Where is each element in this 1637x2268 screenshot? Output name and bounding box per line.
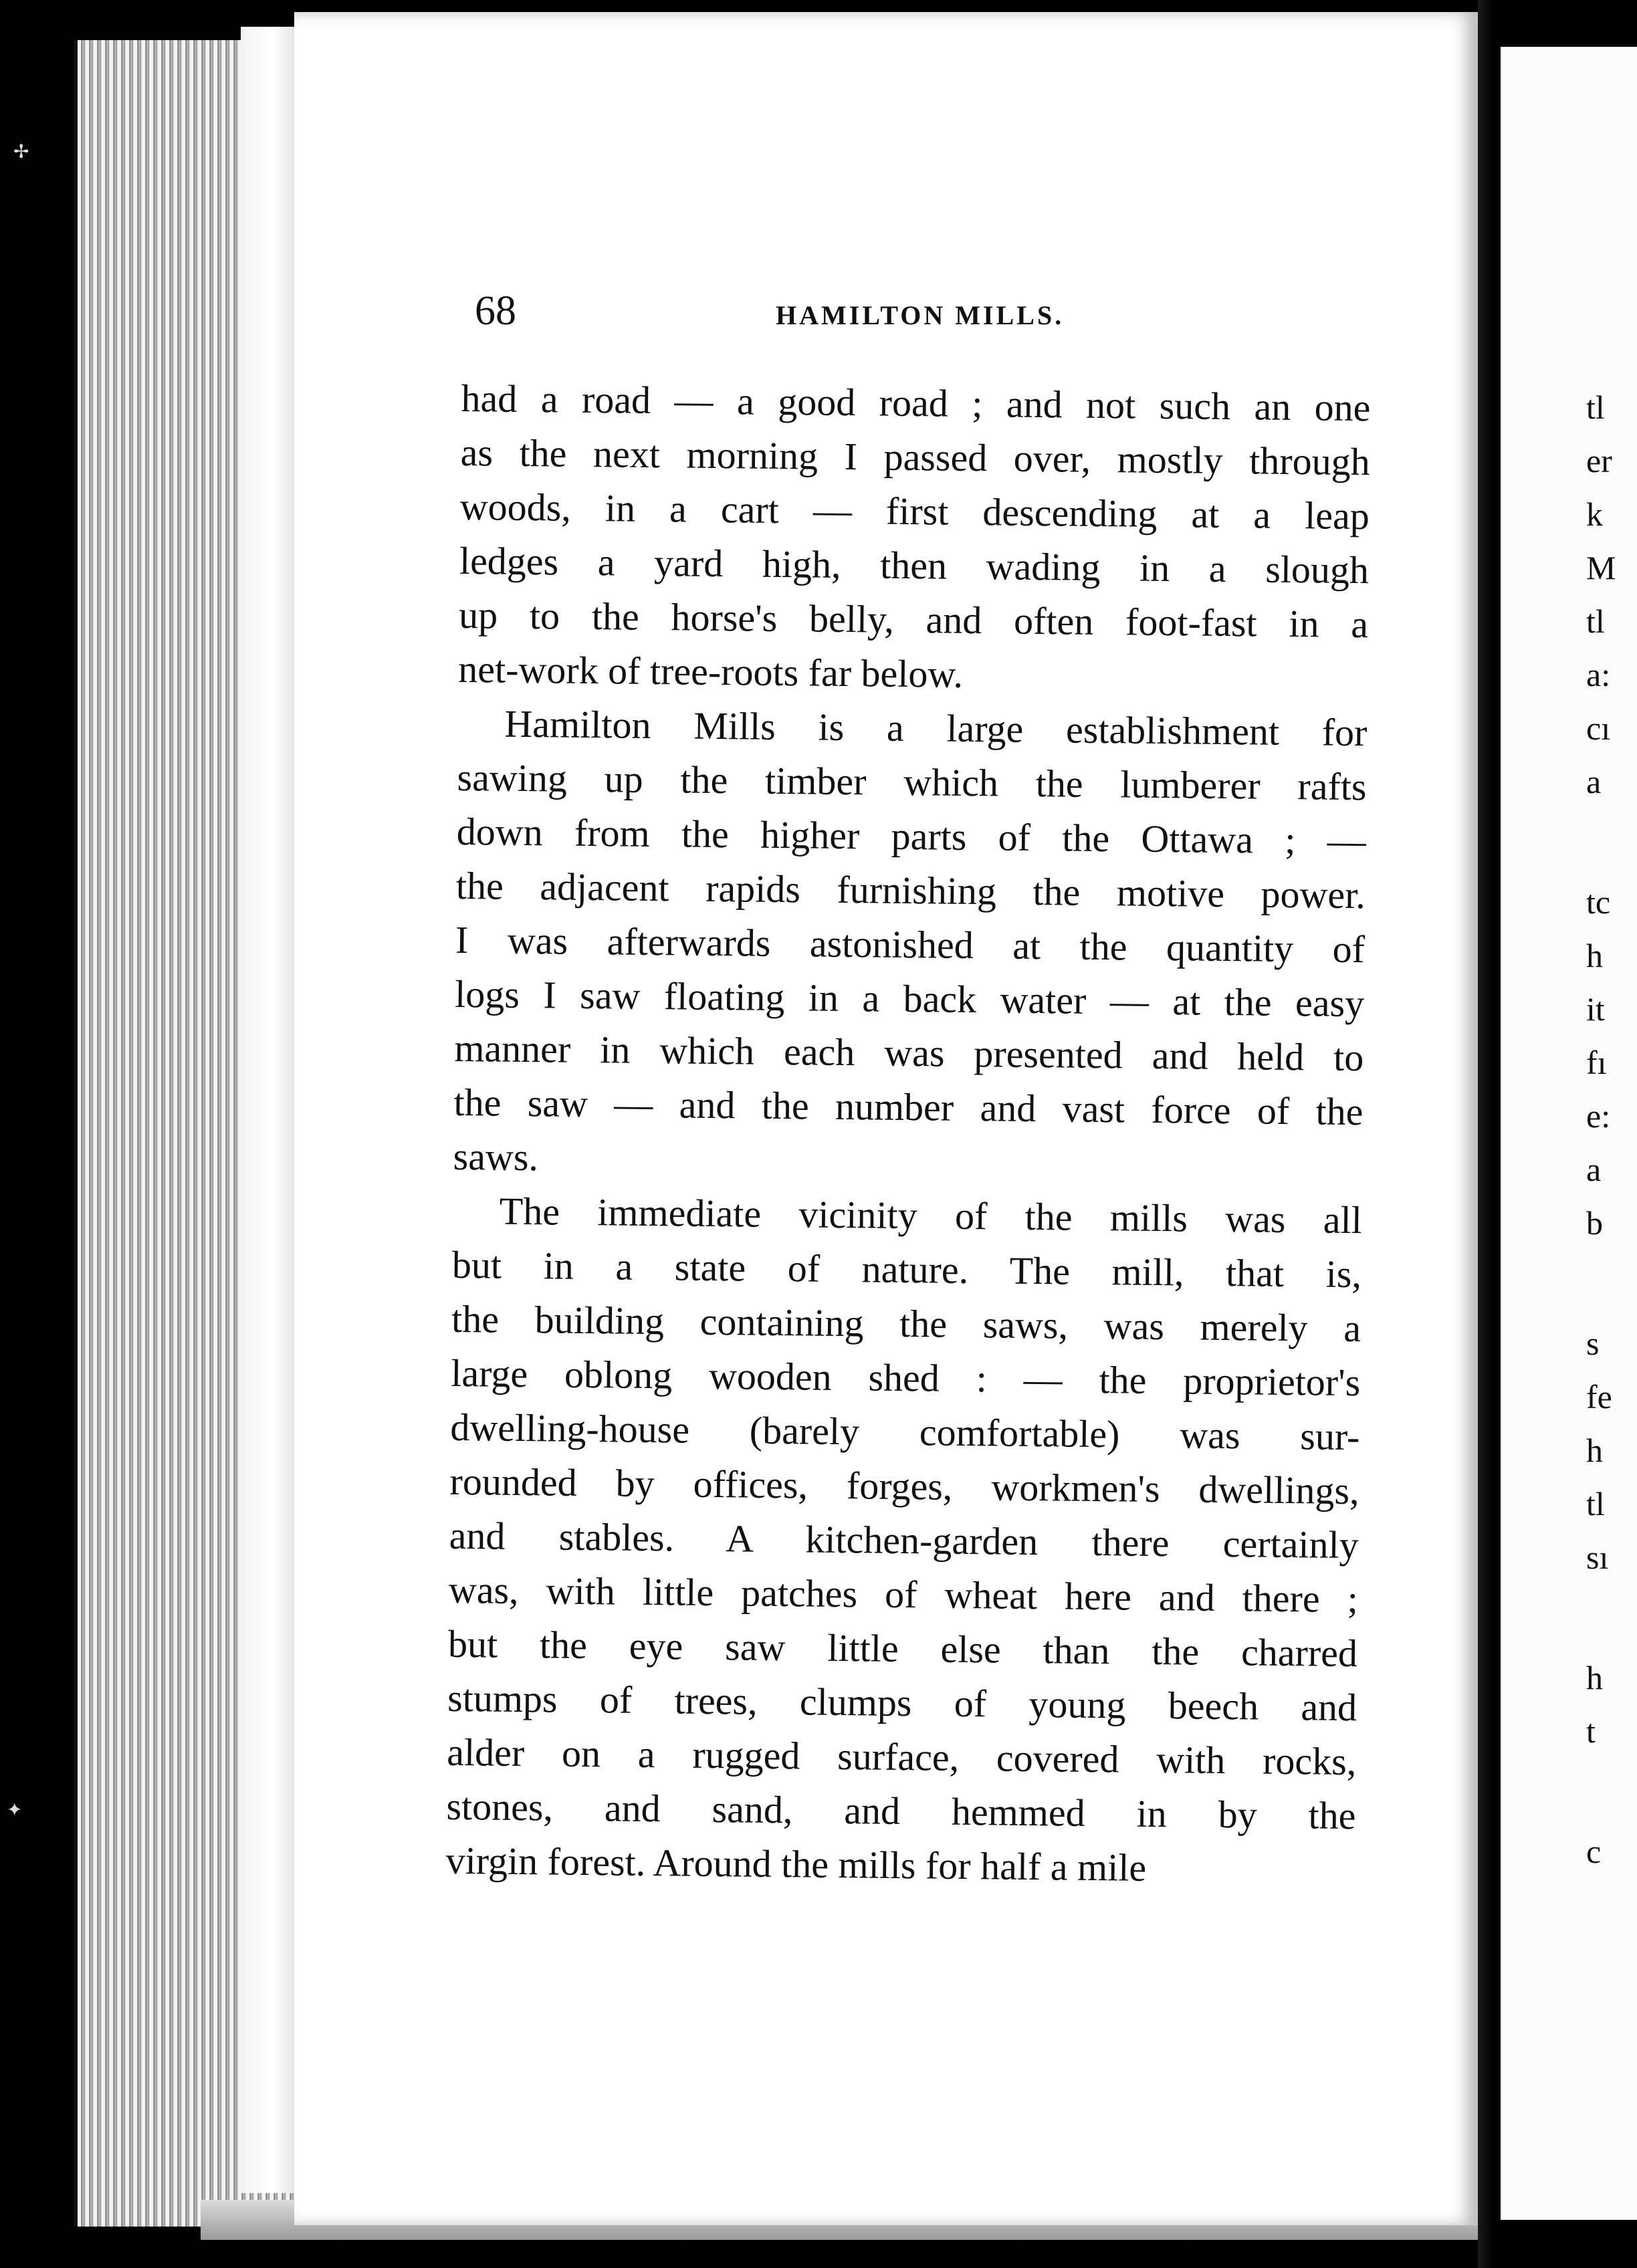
paragraph	[445, 1183, 1362, 1897]
text-line: up to the horse's belly, and often foot-fast in a	[458, 592, 1369, 647]
facing-page-fragment: h	[1586, 937, 1603, 974]
text-line: but in a state of nature. The mill, that is,	[451, 1242, 1362, 1296]
facing-page-fragment: a	[1586, 763, 1602, 800]
running-head: HAMILTON MILLS.	[776, 300, 1065, 330]
facing-page-fragment: e:	[1586, 1097, 1611, 1135]
text-line: large oblong wooden shed : — the proprietor's	[450, 1351, 1361, 1405]
text-line: net-work of tree-roots far below.	[457, 647, 964, 696]
text-line: woods, in a cart — first descending at a leap	[459, 484, 1370, 538]
facing-page-fragment: k	[1586, 495, 1603, 533]
facing-page-fragment: a	[1586, 1151, 1602, 1188]
facing-page-fragment: fı	[1586, 1044, 1607, 1081]
left-margin	[0, 0, 74, 2268]
text-line: manner in which each was presented and held to	[454, 1026, 1364, 1080]
facing-page-fragment: h	[1586, 1432, 1603, 1469]
text-line: the building containing the saws, was merely a	[451, 1296, 1361, 1351]
facing-page-fragment: tl	[1586, 388, 1605, 426]
facing-page-fragment: h	[1586, 1659, 1603, 1696]
text-line: as the next morning I passed over, mostly through	[460, 430, 1370, 484]
text-line: the saw — and the number and vast force of the	[453, 1080, 1363, 1134]
text-line: and stables. A kitchen-garden there certainly	[449, 1513, 1359, 1567]
text-line: rounded by offices, forges, workmen's dwellings,	[449, 1459, 1359, 1513]
facing-page-fragment: cı	[1586, 709, 1611, 747]
text-line: ledges a yard high, then wading in a slough	[459, 538, 1370, 592]
text-line: logs I saw floating in a back water — at the easy	[454, 972, 1365, 1026]
text-line: saws.	[453, 1134, 539, 1179]
text-line: virgin forest. Around the mills for half a mile	[445, 1838, 1147, 1890]
paragraph	[458, 371, 1371, 705]
facing-page-fragment: sı	[1586, 1539, 1609, 1576]
facing-page-fragment: tc	[1586, 883, 1611, 921]
book-gutter	[1478, 0, 1494, 2268]
text-line: the adjacent rapids furnishing the motive power.	[455, 863, 1366, 917]
text-line: I was afterwards astonished at the quantity of	[455, 917, 1366, 972]
text-line: The immediate vicinity of the mills was all	[499, 1189, 1363, 1242]
text-line: but the eye saw little else than the charred	[447, 1621, 1358, 1676]
facing-page-fragment: fe	[1586, 1378, 1612, 1415]
facing-page-fragment: a:	[1586, 656, 1611, 693]
text-line: down from the higher parts of the Ottawa ; —	[456, 809, 1367, 863]
margin-speck-icon: ✢	[13, 142, 29, 162]
margin-speck-icon: ✦	[7, 1800, 23, 1821]
text-line: Hamilton Mills is a large establishment for	[504, 701, 1368, 755]
book-page-curl	[241, 27, 294, 2193]
text-line: sawing up the timber which the lumberer rafts	[457, 755, 1367, 809]
text-line: stones, and sand, and hemmed in by the	[446, 1784, 1356, 1838]
page-header	[475, 288, 1143, 341]
facing-page	[1494, 47, 1637, 2220]
facing-page-fragment: M	[1586, 549, 1616, 586]
body-text	[445, 371, 1371, 1897]
page-number: 68	[475, 288, 516, 334]
text-line: was, with little patches of wheat here and there ;	[448, 1567, 1359, 1621]
facing-page-fragment: er	[1586, 442, 1612, 479]
text-line: alder on a rugged surface, covered with rocks,	[447, 1730, 1357, 1784]
text-line: had a road — a good road ; and not such an one	[461, 376, 1371, 430]
text-line: stumps of trees, clumps of young beech and	[447, 1676, 1357, 1730]
paragraph	[453, 696, 1368, 1193]
facing-page-fragment: tl	[1586, 602, 1605, 640]
facing-page-fragment: c	[1586, 1833, 1602, 1870]
facing-page-fragment: b	[1586, 1204, 1603, 1242]
facing-page-fragment: t	[1586, 1712, 1596, 1750]
facing-page-fragment: s	[1586, 1325, 1600, 1362]
text-line: dwelling-house (barely comfortable) was sur-	[450, 1405, 1360, 1459]
facing-page-fragment: tl	[1586, 1485, 1605, 1522]
facing-page-fragment: it	[1586, 990, 1605, 1028]
